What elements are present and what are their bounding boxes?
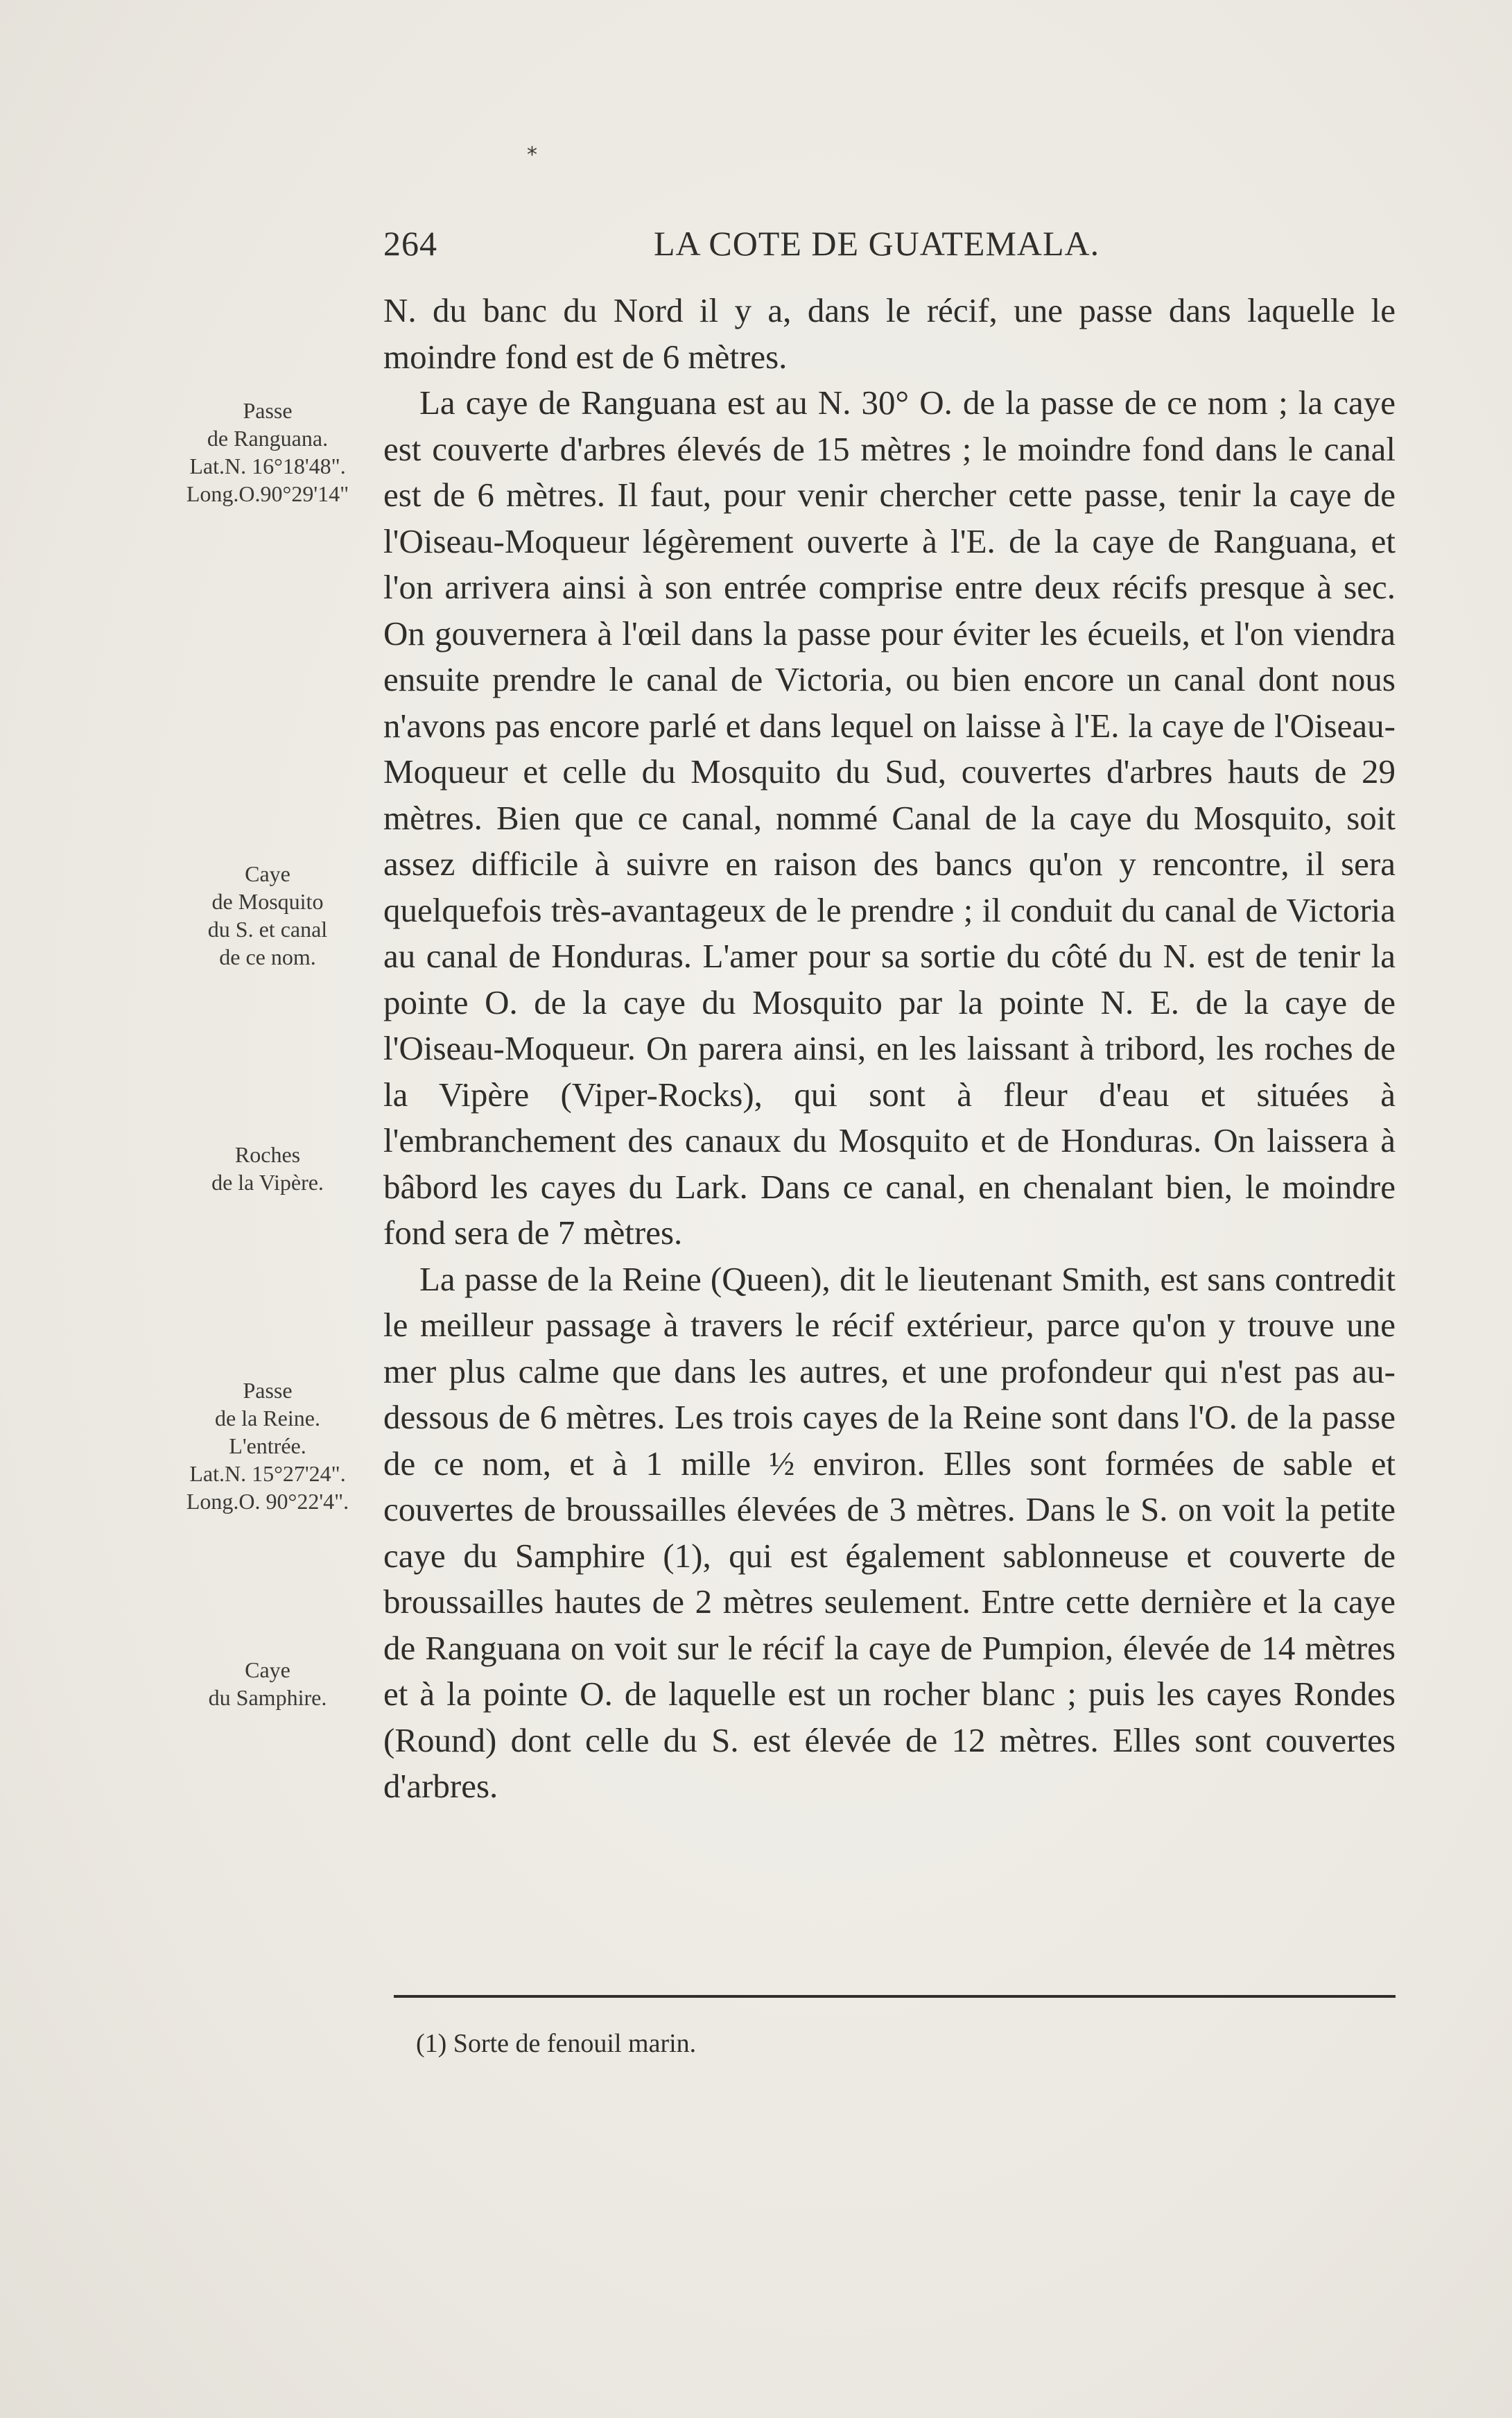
margin-note-text: Passe de la Reine. L'entrée. Lat.N. 15°27'24". Long.O. 90°22'4". xyxy=(186,1378,349,1514)
margin-note-caye-samphire xyxy=(136,1656,399,1711)
body-text xyxy=(383,288,1396,1810)
margin-note-passe-ranguana xyxy=(136,397,399,508)
printer-speck: * xyxy=(527,143,537,167)
footnote-rule xyxy=(394,1995,1396,1998)
paragraph: La caye de Ranguana est au N. 30° O. de la passe de ce nom ; la caye est couverte d'arbres élevés de 15 mètres ; le moindre fond dans le canal est de 6 mètres. Il faut, pour venir chercher cette passe, tenir la caye de l'Oiseau-Moqueur légèrement ouverte à l'E. de la caye de Ranguana, et l'on arrivera ainsi à son entrée comprise entre deux récifs presque à sec. On gouvernera à l'œil dans la passe pour éviter les écueils, et l'on viendra ensuite prendre le canal de Victoria, ou bien encore un canal dont nous n'avons pas encore parlé et dans lequel on laisse à l'E. la caye de l'Oiseau-Moqueur et celle du Mosquito du Sud, couvertes d'arbres hauts de 29 mètres. Bien que ce canal, nommé Canal de la caye du Mosquito, soit assez difficile à suivre en raison des bancs qu'on y rencontre, il sera quelquefois très-avantageux de le prendre ; il conduit du canal de Victoria au canal de Honduras. L'amer pour sa sortie du côté du N. est de tenir la pointe O. de la caye du Mosquito par la pointe N. E. de la caye de l'Oiseau-Moqueur. On parera ainsi, en les laissant à tribord, les roches de la Vipère (Viper-Rocks), qui sont à fleur d'eau et situées à l'embranchement des canaux du Mosquito et de Honduras. On laissera à bâbord les cayes du Lark. Dans ce canal, en chenalant bien, le moindre fond sera de 7 mètres. xyxy=(383,383,1396,1252)
margin-note-caye-mosquito xyxy=(136,860,399,971)
footnote: (1) Sorte de fenouil marin. xyxy=(416,2029,697,2058)
margin-note-text: Caye de Mosquito du S. et canal de ce nom. xyxy=(207,861,328,969)
page-header xyxy=(383,223,1396,265)
paragraph: N. du banc du Nord il y a, dans le récif, une passe dans laquelle le moindre fond est de 6 mètres. xyxy=(383,291,1396,376)
margin-note-roches-vipere xyxy=(136,1141,399,1196)
margin-note-text: Roches de la Vipère. xyxy=(211,1142,324,1195)
page-number: 264 xyxy=(383,224,437,263)
margin-note-text: Caye du Samphire. xyxy=(208,1657,327,1710)
running-title: LA COTE DE GUATEMALA. xyxy=(654,224,1100,263)
margin-note-passe-reine xyxy=(136,1376,399,1515)
paragraph: La passe de la Reine (Queen), dit le lieutenant Smith, est sans contredit le meilleur passage à travers le récif extérieur, parce qu'on y trouve une mer plus calme que dans les autres, et une profondeur qui n'est pas au-dessous de 6 mètres. Les trois cayes de la Reine sont dans l'O. de la passe de ce nom, et à 1 mille ½ environ. Elles sont formées de sable et couvertes de broussailles élevées de 3 mètres. Dans le S. on voit la petite caye du Samphire (1), qui est également sablonneuse et couverte de broussailles hautes de 2 mètres seulement. Entre cette dernière et la caye de Ranguana on voit sur le récif la caye de Pumpion, élevée de 14 mètres et à la pointe O. de laquelle est un rocher blanc ; puis les cayes Rondes (Round) dont celle du S. est élevée de 12 mètres. Elles sont couvertes d'arbres. xyxy=(383,1259,1396,1805)
margin-note-text: Passe de Ranguana. Lat.N. 16°18'48". Long.O.90°29'14" xyxy=(186,398,349,506)
